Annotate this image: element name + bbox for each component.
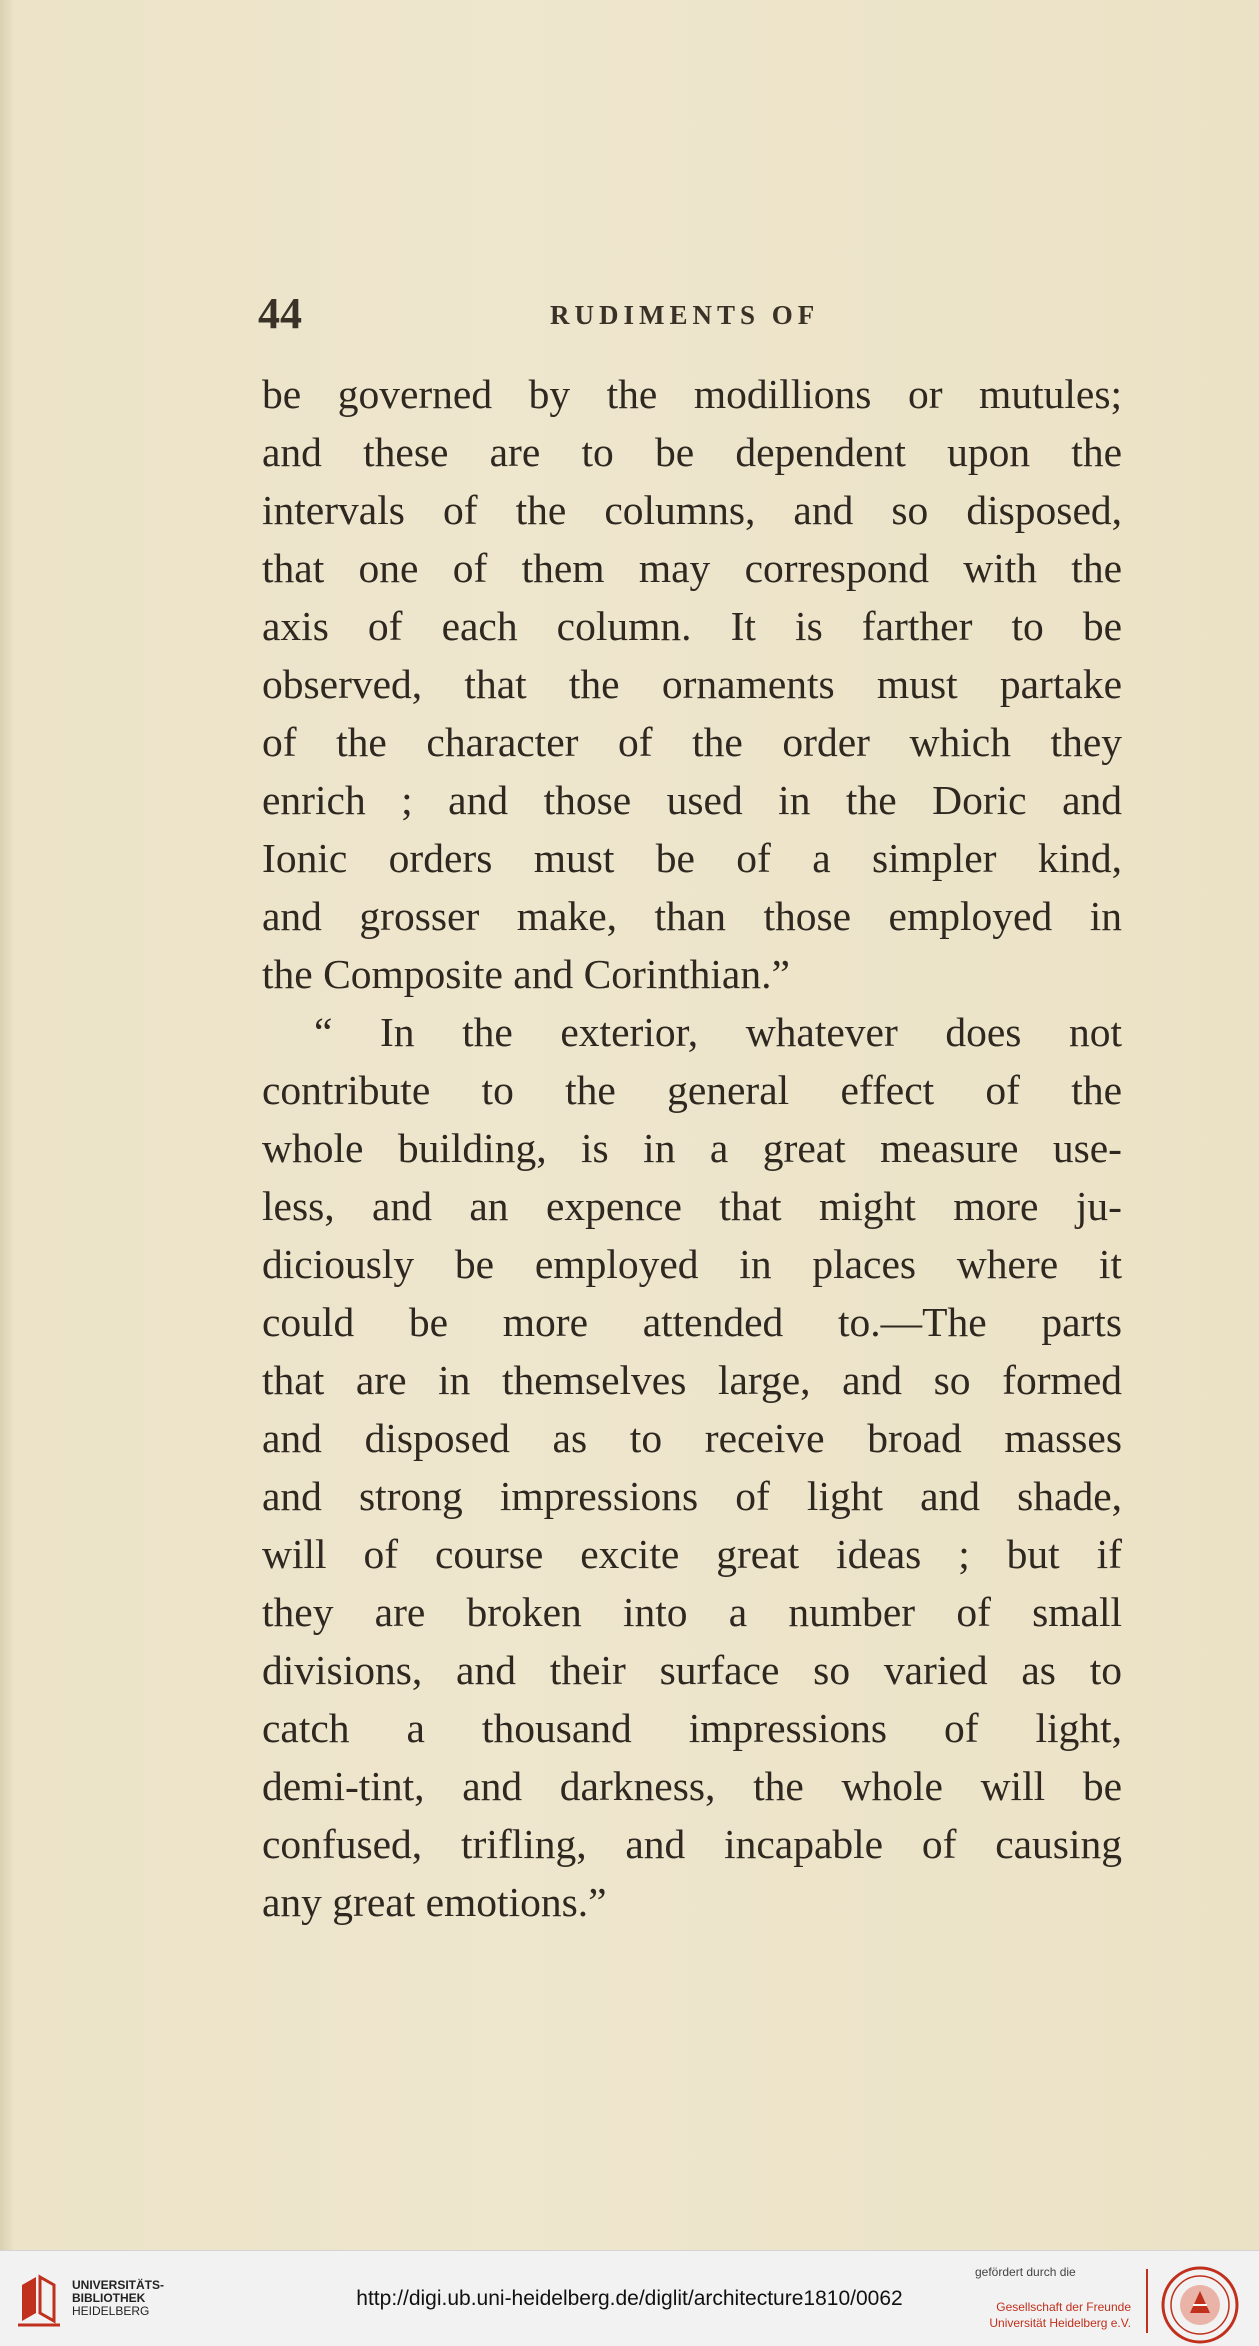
text-line: observed, that the ornaments must partake xyxy=(262,661,1122,707)
text-line: Ionic orders must be of a simpler kind, xyxy=(262,835,1122,881)
text-line: that one of them may correspond with the xyxy=(262,545,1122,591)
university-seal-icon xyxy=(1160,2265,1240,2345)
text-line: that are in themselves large, and so formed xyxy=(262,1357,1122,1403)
text-line: and disposed as to receive broad masses xyxy=(262,1415,1122,1461)
sponsor-line: Gesellschaft der Freunde xyxy=(996,2300,1131,2314)
sponsor-name xyxy=(981,2299,1131,2331)
text-line: and these are to be dependent upon the xyxy=(262,429,1122,475)
text-line: demi-tint, and darkness, the whole will be xyxy=(262,1763,1122,1809)
text-line: of the character of the order which they xyxy=(262,719,1122,765)
body-text xyxy=(262,365,1122,1931)
sponsor-label: gefördert durch die xyxy=(975,2265,1076,2279)
library-name-line: HEIDELBERG xyxy=(72,2304,150,2318)
sponsor-divider xyxy=(1146,2269,1148,2333)
text-line: and strong impressions of light and shade, xyxy=(262,1473,1122,1519)
text-line: could be more attended to.—The parts xyxy=(262,1299,1122,1345)
text-line: catch a thousand impressions of light, xyxy=(262,1705,1122,1751)
library-name-line: BIBLIOTHEK xyxy=(72,2291,146,2305)
permalink-url[interactable]: http://digi.ub.uni-heidelberg.de/diglit/architecture1810/0062 xyxy=(356,2287,903,2310)
text-line: they are broken into a number of small xyxy=(262,1589,1122,1635)
text-line: the Composite and Corinthian.” xyxy=(262,951,790,997)
text-line: less, and an expence that might more ju- xyxy=(262,1183,1122,1229)
text-line: intervals of the columns, and so disposed, xyxy=(262,487,1122,533)
text-line: and grosser make, than those employed in xyxy=(262,893,1122,939)
page-header xyxy=(258,288,1118,348)
sponsor-line: Universität Heidelberg e.V. xyxy=(989,2316,1131,2330)
footer-bar xyxy=(0,2250,1259,2346)
text-line: divisions, and their surface so varied as to xyxy=(262,1647,1122,1693)
text-line: “ In the exterior, whatever does not xyxy=(314,1009,1122,1055)
text-line: axis of each column. It is farther to be xyxy=(262,603,1122,649)
text-line: contribute to the general effect of the xyxy=(262,1067,1122,1113)
library-name-line: UNIVERSITÄTS- xyxy=(72,2278,165,2292)
text-line: be governed by the modillions or mutules; xyxy=(262,371,1122,417)
text-line: confused, trifling, and incapable of causing xyxy=(262,1821,1122,1867)
text-line: whole building, is in a great measure use- xyxy=(262,1125,1122,1171)
text-line: diciously be employed in places where it xyxy=(262,1241,1122,1287)
text-line: enrich ; and those used in the Doric and xyxy=(262,777,1122,823)
text-line: any great emotions.” xyxy=(262,1879,607,1925)
page-number: 44 xyxy=(258,289,302,338)
running-head: RUDIMENTS OF xyxy=(550,300,820,330)
text-line: will of course excite great ideas ; but if xyxy=(262,1531,1122,1577)
